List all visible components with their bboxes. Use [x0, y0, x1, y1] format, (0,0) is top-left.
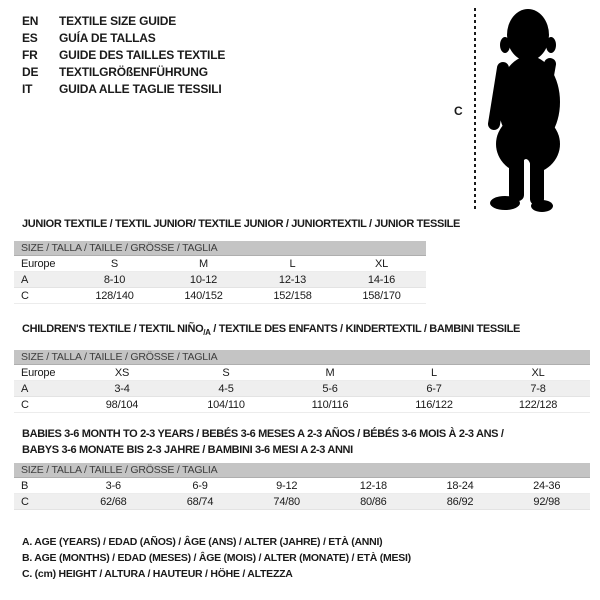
age-cell: 18-24: [446, 480, 474, 492]
table-title-line1: BABIES 3-6 MONTH TO 2-3 YEARS / BEBÉS 3-6 MESES A 2-3 AÑOS / BÉBÉS 3-6 MOIS À 2-3 ANS /: [22, 428, 504, 440]
row-label: Europe: [21, 367, 56, 380]
row-label: A: [21, 274, 29, 286]
babies-size-table: [14, 426, 590, 510]
height-cell: 140/152: [184, 290, 223, 302]
size-cell: L: [289, 258, 296, 270]
size-cell: L: [431, 367, 437, 380]
note-a: A. AGE (YEARS) / EDAD (AÑOS) / ÂGE (ANS) / ALTER (JAHRE) / ETÀ (ANNI): [22, 536, 383, 548]
height-cell: 62/68: [100, 496, 127, 508]
legend-row-en: [22, 13, 225, 30]
height-cell: 92/98: [533, 496, 560, 508]
size-header-banner: SIZE / TALLA / TAILLE / GRÖSSE / TAGLIA: [14, 350, 590, 365]
table-title: [22, 426, 590, 458]
table-title: [22, 321, 590, 341]
height-cell: 116/122: [415, 399, 453, 412]
table-row: [14, 365, 590, 381]
legend-row-de: [22, 64, 225, 81]
row-label: C: [21, 496, 29, 508]
age-cell: 10-12: [189, 274, 218, 286]
height-cell: 122/128: [518, 399, 558, 412]
language-label: GUÍA DE TALLAS: [59, 31, 156, 45]
height-cell: 98/104: [105, 399, 139, 412]
language-label: TEXTILGRÖßENFÜHRUNG: [59, 65, 208, 79]
age-cell: 3-6: [105, 480, 121, 492]
row-label: B: [21, 480, 29, 492]
row-label: Europe: [21, 258, 56, 270]
age-cell: 12-13: [278, 274, 307, 286]
size-header-banner: SIZE / TALLA / TAILLE / GRÖSSE / TAGLIA: [14, 241, 426, 256]
note-c: C. (cm) HEIGHT / ALTURA / HAUTEUR / HÖHE / ALTEZZA: [22, 568, 293, 580]
size-cell: M: [325, 367, 335, 380]
height-cell: 104/110: [207, 399, 245, 412]
table-body: [14, 256, 426, 304]
language-code: ES: [22, 31, 38, 45]
footnotes: [22, 534, 411, 582]
size-header-banner: SIZE / TALLA / TAILLE / GRÖSSE / TAGLIA: [14, 463, 590, 478]
height-cell: 74/80: [273, 496, 300, 508]
size-cell: XL: [374, 258, 389, 270]
height-cell: 80/86: [360, 496, 387, 508]
height-cell: 152/158: [273, 290, 312, 302]
height-cell: 128/140: [95, 290, 134, 302]
height-marker-label: C: [454, 104, 463, 118]
table-title-subscript: /A: [203, 328, 211, 338]
language-legend: [22, 13, 225, 98]
note-b: B. AGE (MONTHS) / EDAD (MESES) / ÂGE (MOIS) / ALTER (MONATE) / ETÀ (MESI): [22, 552, 411, 564]
size-cell: XS: [114, 367, 130, 380]
height-dashed-line: [474, 8, 476, 211]
size-cell: XL: [531, 367, 545, 380]
language-label: TEXTILE SIZE GUIDE: [59, 14, 177, 28]
height-cell: 158/170: [362, 290, 401, 302]
language-code: DE: [22, 65, 39, 79]
size-cell: S: [110, 258, 119, 270]
age-cell: 3-4: [114, 383, 130, 396]
age-cell: 9-12: [276, 480, 298, 492]
table-body: [14, 365, 590, 413]
row-label: C: [21, 290, 29, 302]
height-cell: 86/92: [446, 496, 474, 508]
table-row: [14, 494, 590, 510]
age-cell: 12-18: [359, 480, 387, 492]
table-title: JUNIOR TEXTILE / TEXTIL JUNIOR/ TEXTILE JUNIOR / JUNIORTEXTIL / JUNIOR TESSILE: [22, 218, 461, 230]
table-title-line2: BABYS 3-6 MONATE BIS 2-3 JAHRE / BAMBINI 3-6 MESI A 2-3 ANNI: [22, 444, 353, 456]
height-cell: 68/74: [186, 496, 214, 508]
language-code: IT: [22, 82, 33, 96]
toddler-silhouette-icon: [487, 4, 592, 212]
table-title-part: CHILDREN'S TEXTILE / TEXTIL NIÑO: [22, 323, 204, 335]
junior-size-table: [14, 216, 461, 304]
size-cell: M: [199, 258, 208, 270]
size-cell: S: [222, 367, 230, 380]
table-title-part: / TEXTILE DES ENFANTS / KINDERTEXTIL / BAMBINI TESSILE: [210, 323, 520, 335]
table-row: [14, 381, 590, 397]
table-row: [14, 256, 426, 272]
age-cell: 6-9: [192, 480, 208, 492]
age-cell: 24-36: [533, 480, 561, 492]
legend-row-es: [22, 30, 225, 47]
row-label: A: [21, 383, 29, 396]
table-row: [14, 478, 590, 494]
age-cell: 8-10: [103, 274, 126, 286]
table-row: [14, 272, 426, 288]
row-label: C: [21, 399, 29, 412]
age-cell: 7-8: [530, 383, 546, 396]
language-label: GUIDA ALLE TAGLIE TESSILI: [59, 82, 222, 96]
childrens-size-table: [14, 321, 590, 413]
height-cell: 110/116: [311, 399, 349, 412]
age-cell: 14-16: [367, 274, 396, 286]
age-cell: 4-5: [218, 383, 234, 396]
table-row: [14, 397, 590, 413]
table-body: [14, 478, 590, 510]
legend-row-fr: [22, 47, 225, 64]
language-label: GUIDE DES TAILLES TEXTILE: [59, 48, 226, 62]
table-row: [14, 288, 426, 304]
age-cell: 5-6: [322, 383, 338, 396]
language-code: EN: [22, 14, 39, 28]
language-code: FR: [22, 48, 38, 62]
legend-row-it: [22, 81, 225, 98]
age-cell: 6-7: [426, 383, 442, 396]
